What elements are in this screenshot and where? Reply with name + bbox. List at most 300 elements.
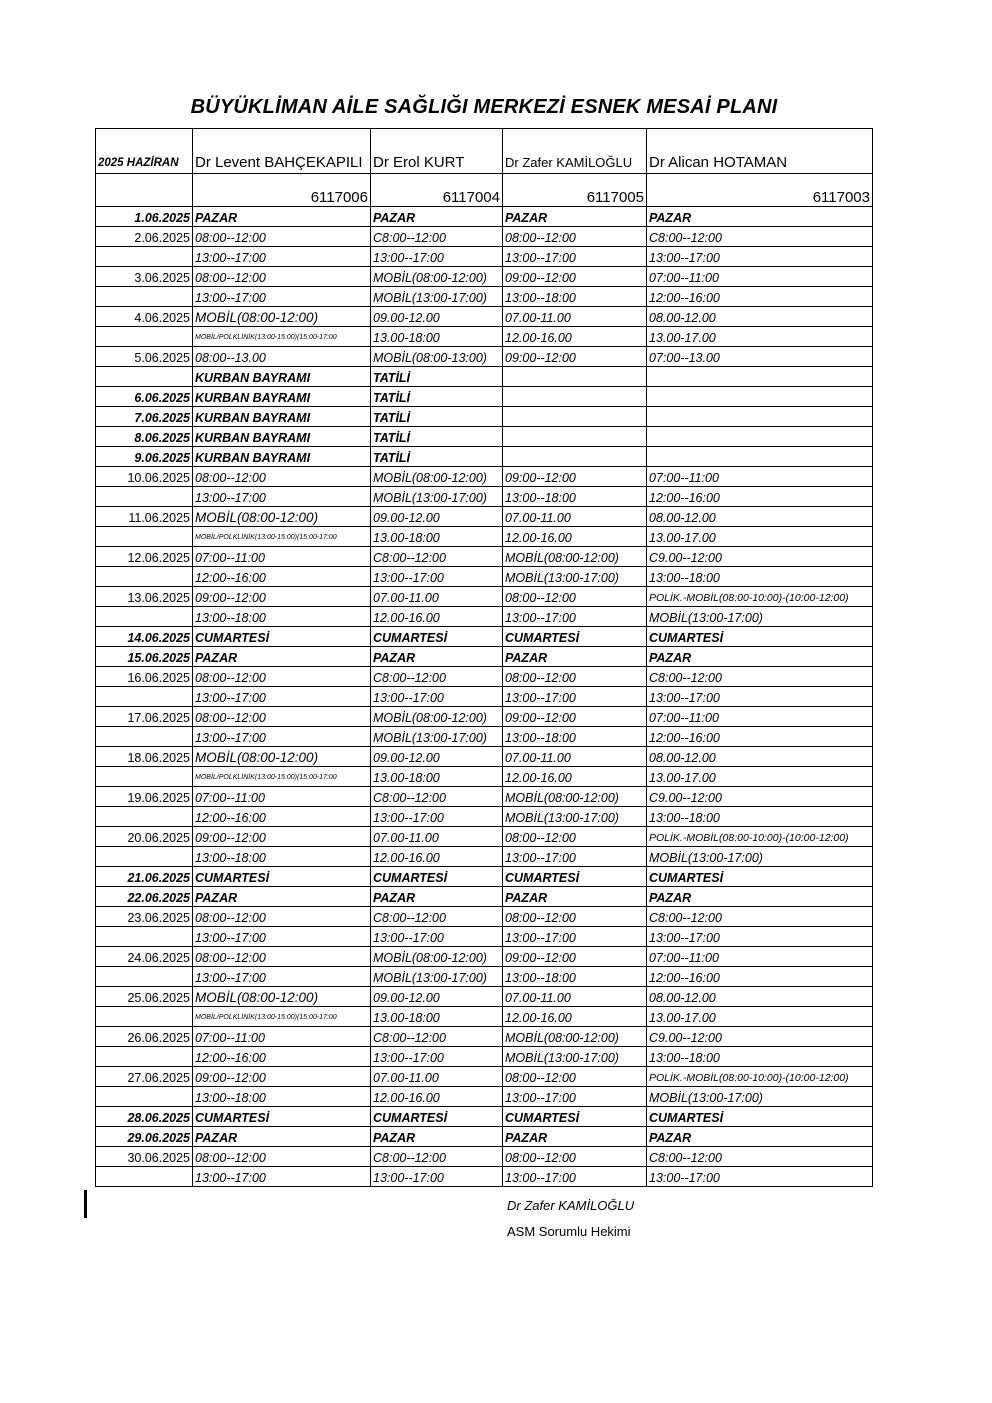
schedule-row	[96, 627, 873, 647]
schedule-row	[96, 827, 873, 847]
shift-cell: MOBİL(08:00-12:00)	[503, 547, 647, 567]
shift-cell: 08:00--12:00	[503, 827, 647, 847]
shift-cell: 09.00-12.00	[371, 747, 503, 767]
schedule-row	[96, 1047, 873, 1067]
shift-cell: KURBAN BAYRAMI	[193, 427, 371, 447]
shift-cell: 09:00--12:00	[503, 707, 647, 727]
shift-cell: 08:00--13.00	[193, 347, 371, 367]
date-cell: 27.06.2025	[96, 1067, 193, 1087]
shift-cell: 13.00-17.00	[647, 527, 873, 547]
shift-cell: C8:00--12:00	[647, 1147, 873, 1167]
date-cell: 15.06.2025	[96, 647, 193, 667]
shift-cell: CUMARTESİ	[193, 1107, 371, 1127]
shift-cell: 13:00--17:00	[371, 1167, 503, 1187]
date-cell	[96, 287, 193, 307]
shift-cell: 08:00--12:00	[193, 1147, 371, 1167]
code-row	[96, 174, 873, 207]
shift-cell: C8:00--12:00	[647, 227, 873, 247]
schedule-row	[96, 647, 873, 667]
date-cell	[96, 847, 193, 867]
date-cell	[96, 327, 193, 347]
empty-cell	[96, 174, 193, 207]
margin-mark	[84, 1190, 87, 1218]
shift-cell: TATİLİ	[371, 387, 503, 407]
schedule-row	[96, 967, 873, 987]
date-cell: 2.06.2025	[96, 227, 193, 247]
shift-cell: 12.00-16.00	[503, 1007, 647, 1027]
doctor-header: Dr Erol KURT	[371, 129, 503, 174]
shift-cell: 13:00--18:00	[193, 607, 371, 627]
shift-cell: PAZAR	[503, 1127, 647, 1147]
date-cell	[96, 727, 193, 747]
schedule-row	[96, 487, 873, 507]
date-cell: 14.06.2025	[96, 627, 193, 647]
shift-cell: MOBİL(08:00-12:00)	[371, 467, 503, 487]
shift-cell: 13:00--17:00	[647, 927, 873, 947]
shift-cell	[647, 427, 873, 447]
schedule-row	[96, 287, 873, 307]
schedule-row	[96, 927, 873, 947]
shift-cell: 13:00--18:00	[647, 567, 873, 587]
shift-cell	[503, 367, 647, 387]
schedule-row	[96, 767, 873, 787]
shift-cell: PAZAR	[503, 887, 647, 907]
shift-cell: MOBİL(13:00-17:00)	[371, 487, 503, 507]
shift-cell: 13:00--17:00	[371, 807, 503, 827]
schedule-row	[96, 787, 873, 807]
shift-cell: 07:00--11:00	[193, 547, 371, 567]
shift-cell: 13:00--17:00	[193, 967, 371, 987]
schedule-row	[96, 867, 873, 887]
shift-cell: 08:00--12:00	[503, 907, 647, 927]
shift-cell: 13:00--17:00	[371, 1047, 503, 1067]
shift-cell: PAZAR	[371, 1127, 503, 1147]
header-row	[96, 129, 873, 174]
schedule-row	[96, 387, 873, 407]
date-cell: 9.06.2025	[96, 447, 193, 467]
shift-cell: 13:00--17:00	[371, 247, 503, 267]
shift-cell: C8:00--12:00	[371, 787, 503, 807]
shift-cell: 12:00--16:00	[193, 1047, 371, 1067]
shift-cell: 13:00--17:00	[371, 927, 503, 947]
shift-cell: PAZAR	[193, 887, 371, 907]
date-cell	[96, 807, 193, 827]
shift-cell: 09:00--12:00	[503, 467, 647, 487]
shift-cell: PAZAR	[371, 647, 503, 667]
schedule-row	[96, 527, 873, 547]
schedule-row	[96, 1007, 873, 1027]
shift-cell: 13.00-18:00	[371, 527, 503, 547]
shift-cell: 08:00--12:00	[193, 707, 371, 727]
shift-cell: 08:00--12:00	[193, 667, 371, 687]
shift-cell: 09:00--12:00	[503, 267, 647, 287]
schedule-row	[96, 1067, 873, 1087]
shift-cell: 13:00--17:00	[503, 1167, 647, 1187]
date-cell: 12.06.2025	[96, 547, 193, 567]
shift-cell: 13:00--18:00	[647, 807, 873, 827]
shift-cell: CUMARTESİ	[371, 627, 503, 647]
schedule-row	[96, 1107, 873, 1127]
shift-cell: 07.00-11.00	[371, 1067, 503, 1087]
date-cell	[96, 1087, 193, 1107]
date-cell: 17.06.2025	[96, 707, 193, 727]
shift-cell: 07.00-11.00	[503, 507, 647, 527]
schedule-row	[96, 367, 873, 387]
date-cell	[96, 567, 193, 587]
shift-cell: 13:00--18:00	[503, 487, 647, 507]
shift-cell: 09.00-12.00	[371, 507, 503, 527]
doctor-header: Dr Alican HOTAMAN	[647, 129, 873, 174]
shift-cell: MOBİL(13:00-17:00)	[371, 287, 503, 307]
date-cell	[96, 367, 193, 387]
shift-cell: 13:00--17:00	[193, 247, 371, 267]
doctor-code: 6117006	[193, 174, 371, 207]
shift-cell: 09.00-12.00	[371, 987, 503, 1007]
shift-cell: 09:00--12:00	[193, 587, 371, 607]
shift-cell: PAZAR	[647, 887, 873, 907]
shift-cell: 13:00--17:00	[503, 247, 647, 267]
shift-cell: 08:00--12:00	[503, 1067, 647, 1087]
shift-cell: 08.00-12.00	[647, 987, 873, 1007]
shift-cell: 07:00--11:00	[193, 1027, 371, 1047]
shift-cell: 12:00--16:00	[193, 567, 371, 587]
schedule-row	[96, 687, 873, 707]
schedule-row	[96, 887, 873, 907]
shift-cell: 08:00--12:00	[503, 587, 647, 607]
shift-cell: 08:00--12:00	[193, 947, 371, 967]
shift-cell	[503, 447, 647, 467]
shift-cell: 07:00--13.00	[647, 347, 873, 367]
date-cell: 13.06.2025	[96, 587, 193, 607]
shift-cell: 13:00--17:00	[193, 1167, 371, 1187]
shift-cell: 13:00--17:00	[193, 687, 371, 707]
date-cell: 23.06.2025	[96, 907, 193, 927]
date-cell	[96, 487, 193, 507]
schedule-row	[96, 267, 873, 287]
date-cell: 21.06.2025	[96, 867, 193, 887]
schedule-row	[96, 667, 873, 687]
date-cell: 22.06.2025	[96, 887, 193, 907]
shift-cell: 08:00--12:00	[503, 227, 647, 247]
doctor-header: Dr Levent BAHÇEKAPILI	[193, 129, 371, 174]
shift-cell: MOBİL(13:00-17:00)	[647, 1087, 873, 1107]
shift-cell: MOBİL(08:00-12:00)	[193, 747, 371, 767]
shift-cell: C9.00--12:00	[647, 547, 873, 567]
shift-cell: 13:00--17:00	[647, 1167, 873, 1187]
shift-cell: 07:00--11:00	[193, 787, 371, 807]
shift-cell: PAZAR	[193, 207, 371, 227]
shift-cell: 09:00--12:00	[503, 947, 647, 967]
date-cell: 30.06.2025	[96, 1147, 193, 1167]
doctor-code: 6117003	[647, 174, 873, 207]
doctor-code: 6117005	[503, 174, 647, 207]
date-cell	[96, 767, 193, 787]
shift-cell: 07.00-11.00	[371, 587, 503, 607]
shift-cell: 08:00--12:00	[193, 907, 371, 927]
shift-cell: MOBİL(08:00-12:00)	[371, 267, 503, 287]
shift-cell: 13:00--17:00	[371, 687, 503, 707]
shift-cell: PAZAR	[503, 207, 647, 227]
shift-cell: 08:00--12:00	[193, 227, 371, 247]
shift-cell: MOBİL(13:00-17:00)	[503, 807, 647, 827]
shift-cell: MOBİL(08:00-12:00)	[371, 947, 503, 967]
shift-cell: 13:00--18:00	[503, 287, 647, 307]
date-cell: 28.06.2025	[96, 1107, 193, 1127]
shift-cell: MOBİL/POLKLİNİK(13:00-15:00)(15:00-17:00	[193, 527, 371, 547]
shift-cell: MOBİL/POLKLİNİK(13:00-15:00)(15:00-17:00	[193, 327, 371, 347]
date-cell: 24.06.2025	[96, 947, 193, 967]
shift-cell: MOBİL(13:00-17:00)	[503, 567, 647, 587]
schedule-row	[96, 347, 873, 367]
shift-cell: 13.00-18:00	[371, 1007, 503, 1027]
shift-cell: MOBİL(13:00-17:00)	[647, 847, 873, 867]
shift-cell: KURBAN BAYRAMI	[193, 407, 371, 427]
shift-cell: 13:00--17:00	[193, 287, 371, 307]
schedule-row	[96, 847, 873, 867]
shift-cell: 09:00--12:00	[193, 1067, 371, 1087]
shift-cell: MOBİL(08:00-12:00)	[193, 507, 371, 527]
shift-cell: 13:00--17:00	[503, 847, 647, 867]
shift-cell: C8:00--12:00	[647, 667, 873, 687]
schedule-row	[96, 727, 873, 747]
shift-cell: 13:00--18:00	[193, 1087, 371, 1107]
shift-cell: 13:00--17:00	[193, 487, 371, 507]
schedule-row	[96, 427, 873, 447]
date-cell: 6.06.2025	[96, 387, 193, 407]
schedule-row	[96, 227, 873, 247]
shift-cell: C8:00--12:00	[371, 547, 503, 567]
shift-cell: PAZAR	[193, 647, 371, 667]
date-cell: 18.06.2025	[96, 747, 193, 767]
shift-cell: CUMARTESİ	[503, 867, 647, 887]
shift-cell: CUMARTESİ	[647, 867, 873, 887]
shift-cell: 13:00--17:00	[371, 567, 503, 587]
shift-cell: PAZAR	[371, 207, 503, 227]
shift-cell: 12.00-16.00	[503, 527, 647, 547]
date-cell	[96, 687, 193, 707]
shift-cell: 07.00-11.00	[503, 307, 647, 327]
shift-cell: 13:00--17:00	[647, 247, 873, 267]
shift-cell: 07.00-11.00	[503, 747, 647, 767]
shift-cell	[647, 387, 873, 407]
schedule-row	[96, 407, 873, 427]
date-cell	[96, 967, 193, 987]
shift-cell: TATİLİ	[371, 367, 503, 387]
shift-cell: TATİLİ	[371, 427, 503, 447]
shift-cell: 13:00--18:00	[503, 967, 647, 987]
date-cell	[96, 607, 193, 627]
shift-cell: PAZAR	[371, 887, 503, 907]
shift-cell: 09:00--12:00	[503, 347, 647, 367]
date-cell	[96, 1167, 193, 1187]
shift-cell: CUMARTESİ	[503, 627, 647, 647]
date-cell: 4.06.2025	[96, 307, 193, 327]
shift-cell: KURBAN BAYRAMI	[193, 387, 371, 407]
schedule-row	[96, 747, 873, 767]
shift-cell: MOBİL/POLKLİNİK(13:00-15:00)(15:00-17:00	[193, 767, 371, 787]
shift-cell: 13:00--17:00	[193, 927, 371, 947]
schedule-row	[96, 207, 873, 227]
schedule-row	[96, 607, 873, 627]
signature-name: Dr Zafer KAMİLOĞLU	[507, 1198, 635, 1213]
date-cell: 29.06.2025	[96, 1127, 193, 1147]
shift-cell	[647, 407, 873, 427]
schedule-row	[96, 447, 873, 467]
shift-cell: 08:00--12:00	[503, 1147, 647, 1167]
schedule-row	[96, 467, 873, 487]
shift-cell	[503, 407, 647, 427]
date-cell: 1.06.2025	[96, 207, 193, 227]
shift-cell: 07.00-11.00	[371, 827, 503, 847]
shift-cell: POLİK.-MOBİL(08:00-10:00)-(10:00-12:00)	[647, 827, 873, 847]
shift-cell: C8:00--12:00	[371, 1147, 503, 1167]
schedule-row	[96, 567, 873, 587]
signature-role: ASM Sorumlu Hekimi	[507, 1224, 631, 1239]
shift-cell: 13:00--17:00	[647, 687, 873, 707]
shift-cell: CUMARTESİ	[371, 1107, 503, 1127]
schedule-row	[96, 987, 873, 1007]
shift-cell: 12.00-16.00	[371, 847, 503, 867]
shift-cell: CUMARTESİ	[193, 867, 371, 887]
schedule-row	[96, 1147, 873, 1167]
shift-cell: C8:00--12:00	[371, 907, 503, 927]
date-cell	[96, 1007, 193, 1027]
shift-cell: PAZAR	[647, 1127, 873, 1147]
shift-cell: 08:00--12:00	[193, 467, 371, 487]
shift-cell: 13.00-17.00	[647, 767, 873, 787]
shift-cell: MOBİL(08:00-12:00)	[503, 787, 647, 807]
shift-cell: C8:00--12:00	[371, 1027, 503, 1047]
shift-cell: 12:00--16:00	[647, 727, 873, 747]
page-title: BÜYÜKLİMAN AİLE SAĞLIĞI MERKEZİ ESNEK MESAİ PLANI	[190, 96, 778, 118]
date-cell: 20.06.2025	[96, 827, 193, 847]
shift-cell: POLİK.-MOBİL(08:00-10:00)-(10:00-12:00)	[647, 587, 873, 607]
shift-cell: MOBİL(08:00-12:00)	[193, 307, 371, 327]
doctor-header: Dr Zafer KAMİLOĞLU	[503, 129, 647, 174]
shift-cell	[647, 367, 873, 387]
shift-cell: 13.00-17.00	[647, 327, 873, 347]
shift-cell: 12.00-16.00	[503, 767, 647, 787]
shift-cell: CUMARTESİ	[647, 627, 873, 647]
shift-cell: 13:00--17:00	[503, 1087, 647, 1107]
shift-cell: MOBİL(13:00-17:00)	[371, 967, 503, 987]
shift-cell: 07:00--11:00	[647, 947, 873, 967]
shift-cell: 07:00--11:00	[647, 707, 873, 727]
date-cell	[96, 247, 193, 267]
shift-cell: CUMARTESİ	[193, 627, 371, 647]
schedule-row	[96, 307, 873, 327]
schedule-row	[96, 1027, 873, 1047]
month-header: 2025 HAZİRAN	[96, 129, 193, 174]
date-cell	[96, 1047, 193, 1067]
shift-cell	[503, 387, 647, 407]
shift-cell	[647, 447, 873, 467]
shift-cell: 13:00--17:00	[503, 607, 647, 627]
schedule-row	[96, 1087, 873, 1107]
shift-cell: 12.00-16.00	[371, 1087, 503, 1107]
shift-cell	[503, 427, 647, 447]
shift-cell: 07:00--11:00	[647, 267, 873, 287]
shift-cell: 13:00--18:00	[503, 727, 647, 747]
shift-cell: CUMARTESİ	[371, 867, 503, 887]
date-cell: 19.06.2025	[96, 787, 193, 807]
shift-cell: CUMARTESİ	[503, 1107, 647, 1127]
schedule-row	[96, 247, 873, 267]
shift-cell: MOBİL(08:00-12:00)	[193, 987, 371, 1007]
date-cell: 3.06.2025	[96, 267, 193, 287]
shift-cell: 08.00-12.00	[647, 307, 873, 327]
shift-cell: 12.00-16.00	[503, 327, 647, 347]
shift-cell: 12:00--16:00	[193, 807, 371, 827]
shift-cell: POLİK.-MOBİL(08:00-10:00)-(10:00-12:00)	[647, 1067, 873, 1087]
shift-cell: 13.00-18:00	[371, 767, 503, 787]
date-cell: 5.06.2025	[96, 347, 193, 367]
shift-cell: MOBİL/POLKLİNİK(13:00-15:00)(15:00-17:00	[193, 1007, 371, 1027]
schedule-row	[96, 1127, 873, 1147]
shift-cell: 12.00-16.00	[371, 607, 503, 627]
shift-cell: C9.00--12:00	[647, 1027, 873, 1047]
shift-cell: 13:00--18:00	[647, 1047, 873, 1067]
shift-cell: MOBİL(13:00-17:00)	[647, 607, 873, 627]
shift-cell: 12:00--16:00	[647, 487, 873, 507]
shift-cell: TATİLİ	[371, 407, 503, 427]
shift-cell: 08:00--12:00	[503, 667, 647, 687]
shift-cell: 08:00--12:00	[193, 267, 371, 287]
shift-cell: KURBAN BAYRAMI	[193, 367, 371, 387]
schedule-row	[96, 707, 873, 727]
date-cell: 16.06.2025	[96, 667, 193, 687]
shift-cell: CUMARTESİ	[647, 1107, 873, 1127]
schedule-row	[96, 547, 873, 567]
shift-cell: C9.00--12:00	[647, 787, 873, 807]
shift-cell: MOBİL(13:00-17:00)	[503, 1047, 647, 1067]
shift-cell: 13:00--17:00	[503, 687, 647, 707]
shift-cell: 09.00-12.00	[371, 307, 503, 327]
shift-cell: 07:00--11:00	[647, 467, 873, 487]
shift-cell: MOBİL(08:00-12:00)	[503, 1027, 647, 1047]
shift-cell: KURBAN BAYRAMI	[193, 447, 371, 467]
date-cell: 26.06.2025	[96, 1027, 193, 1047]
shift-cell: MOBİL(08:00-13:00)	[371, 347, 503, 367]
shift-cell: PAZAR	[647, 647, 873, 667]
shift-cell: 13:00--17:00	[193, 727, 371, 747]
schedule-row	[96, 807, 873, 827]
doctor-code: 6117004	[371, 174, 503, 207]
shift-cell: 13:00--18:00	[193, 847, 371, 867]
schedule-table	[95, 128, 873, 1187]
shift-cell: 12:00--16:00	[647, 967, 873, 987]
shift-cell: C8:00--12:00	[371, 667, 503, 687]
shift-cell: TATİLİ	[371, 447, 503, 467]
date-cell: 25.06.2025	[96, 987, 193, 1007]
shift-cell: MOBİL(08:00-12:00)	[371, 707, 503, 727]
shift-cell: PAZAR	[193, 1127, 371, 1147]
shift-cell: 08.00-12.00	[647, 747, 873, 767]
shift-cell: 13.00-18:00	[371, 327, 503, 347]
schedule-row	[96, 327, 873, 347]
shift-cell: 09:00--12:00	[193, 827, 371, 847]
shift-cell: MOBİL(13:00-17:00)	[371, 727, 503, 747]
shift-cell: C8:00--12:00	[647, 907, 873, 927]
shift-cell: PAZAR	[503, 647, 647, 667]
date-cell	[96, 927, 193, 947]
schedule-row	[96, 507, 873, 527]
shift-cell: 07.00-11.00	[503, 987, 647, 1007]
schedule-row	[96, 1167, 873, 1187]
shift-cell: C8:00--12:00	[371, 227, 503, 247]
shift-cell: 08.00-12.00	[647, 507, 873, 527]
shift-cell: 13.00-17.00	[647, 1007, 873, 1027]
